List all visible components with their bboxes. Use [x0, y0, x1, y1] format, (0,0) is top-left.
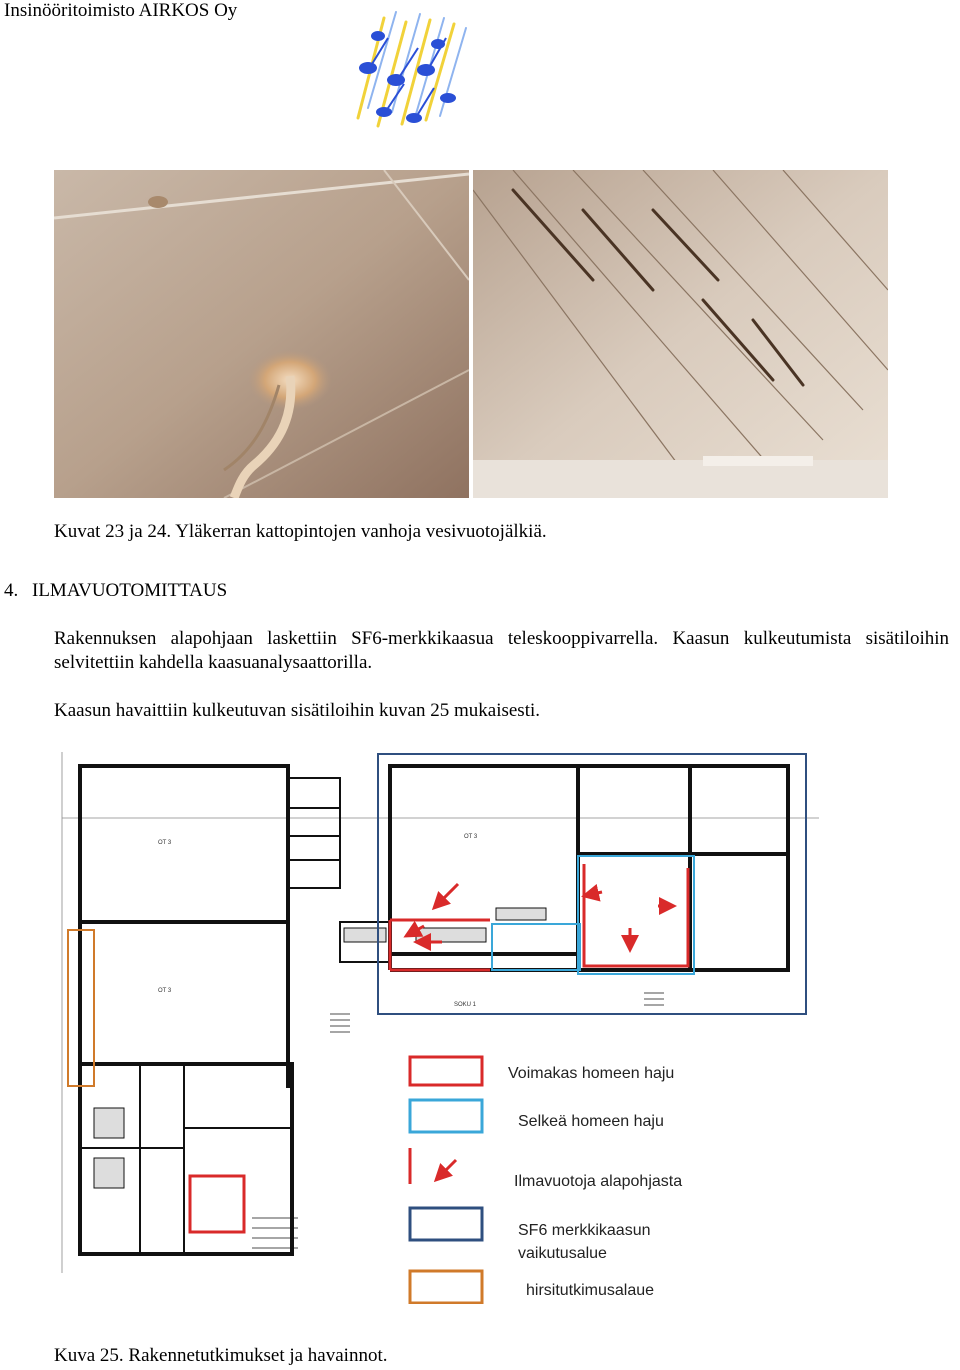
svg-text:OT 3: OT 3 [158, 988, 172, 994]
legend-cyan-swatch [410, 1100, 482, 1132]
section-number: 4. [4, 580, 19, 601]
panel-ceiling-photo [473, 170, 888, 498]
section-title: ILMAVUOTOMITTAUS [32, 580, 228, 601]
svg-text:SOKU 1: SOKU 1 [454, 1002, 477, 1008]
legend-sf6-line2: vaikutusalue [518, 1245, 607, 1262]
plan-legend [410, 1057, 682, 1303]
ceiling-stain-photo [54, 170, 469, 498]
company-name: Insinööritoimisto AIRKOS Oy [4, 0, 238, 21]
legend-red-swatch [410, 1057, 482, 1085]
plan-caption: Kuva 25. Rakennetutkimukset ja havainnot. [54, 1345, 388, 1366]
legend-strong-mould: Voimakas homeen haju [508, 1065, 675, 1082]
company-logo [348, 8, 472, 130]
legend-orange-swatch [410, 1271, 482, 1303]
section-heading [4, 580, 227, 602]
legend-log-area: hirsitutkimusalaue [526, 1282, 655, 1299]
floor-plan [54, 748, 834, 1304]
legend-air-leaks: Ilmavuotoja alapohjasta [514, 1173, 683, 1190]
paragraph-gas-result: Kaasun havaittiin kulkeutuvan sisätiloihin kuvan 25 mukaisesti. [54, 700, 541, 721]
svg-text:OT 3: OT 3 [464, 834, 478, 840]
legend-arrow-icon [436, 1160, 456, 1180]
svg-text:OT 3: OT 3 [158, 840, 172, 846]
paragraph-gas-test: Rakennuksen alapohjaan laskettiin SF6-merkkikaasua teleskooppivarrella. Kaasun kulkeutumista sisätiloihin selvitettiin kahdella kaasuanalysaattorilla. [54, 628, 949, 673]
legend-clear-mould: Selkeä homeen haju [518, 1113, 664, 1130]
legend-blue-swatch [410, 1208, 482, 1240]
photo-caption: Kuvat 23 ja 24. Yläkerran kattopintojen vanhoja vesivuotojälkiä. [54, 521, 547, 542]
legend-sf6-line1: SF6 merkkikaasun [518, 1222, 651, 1239]
